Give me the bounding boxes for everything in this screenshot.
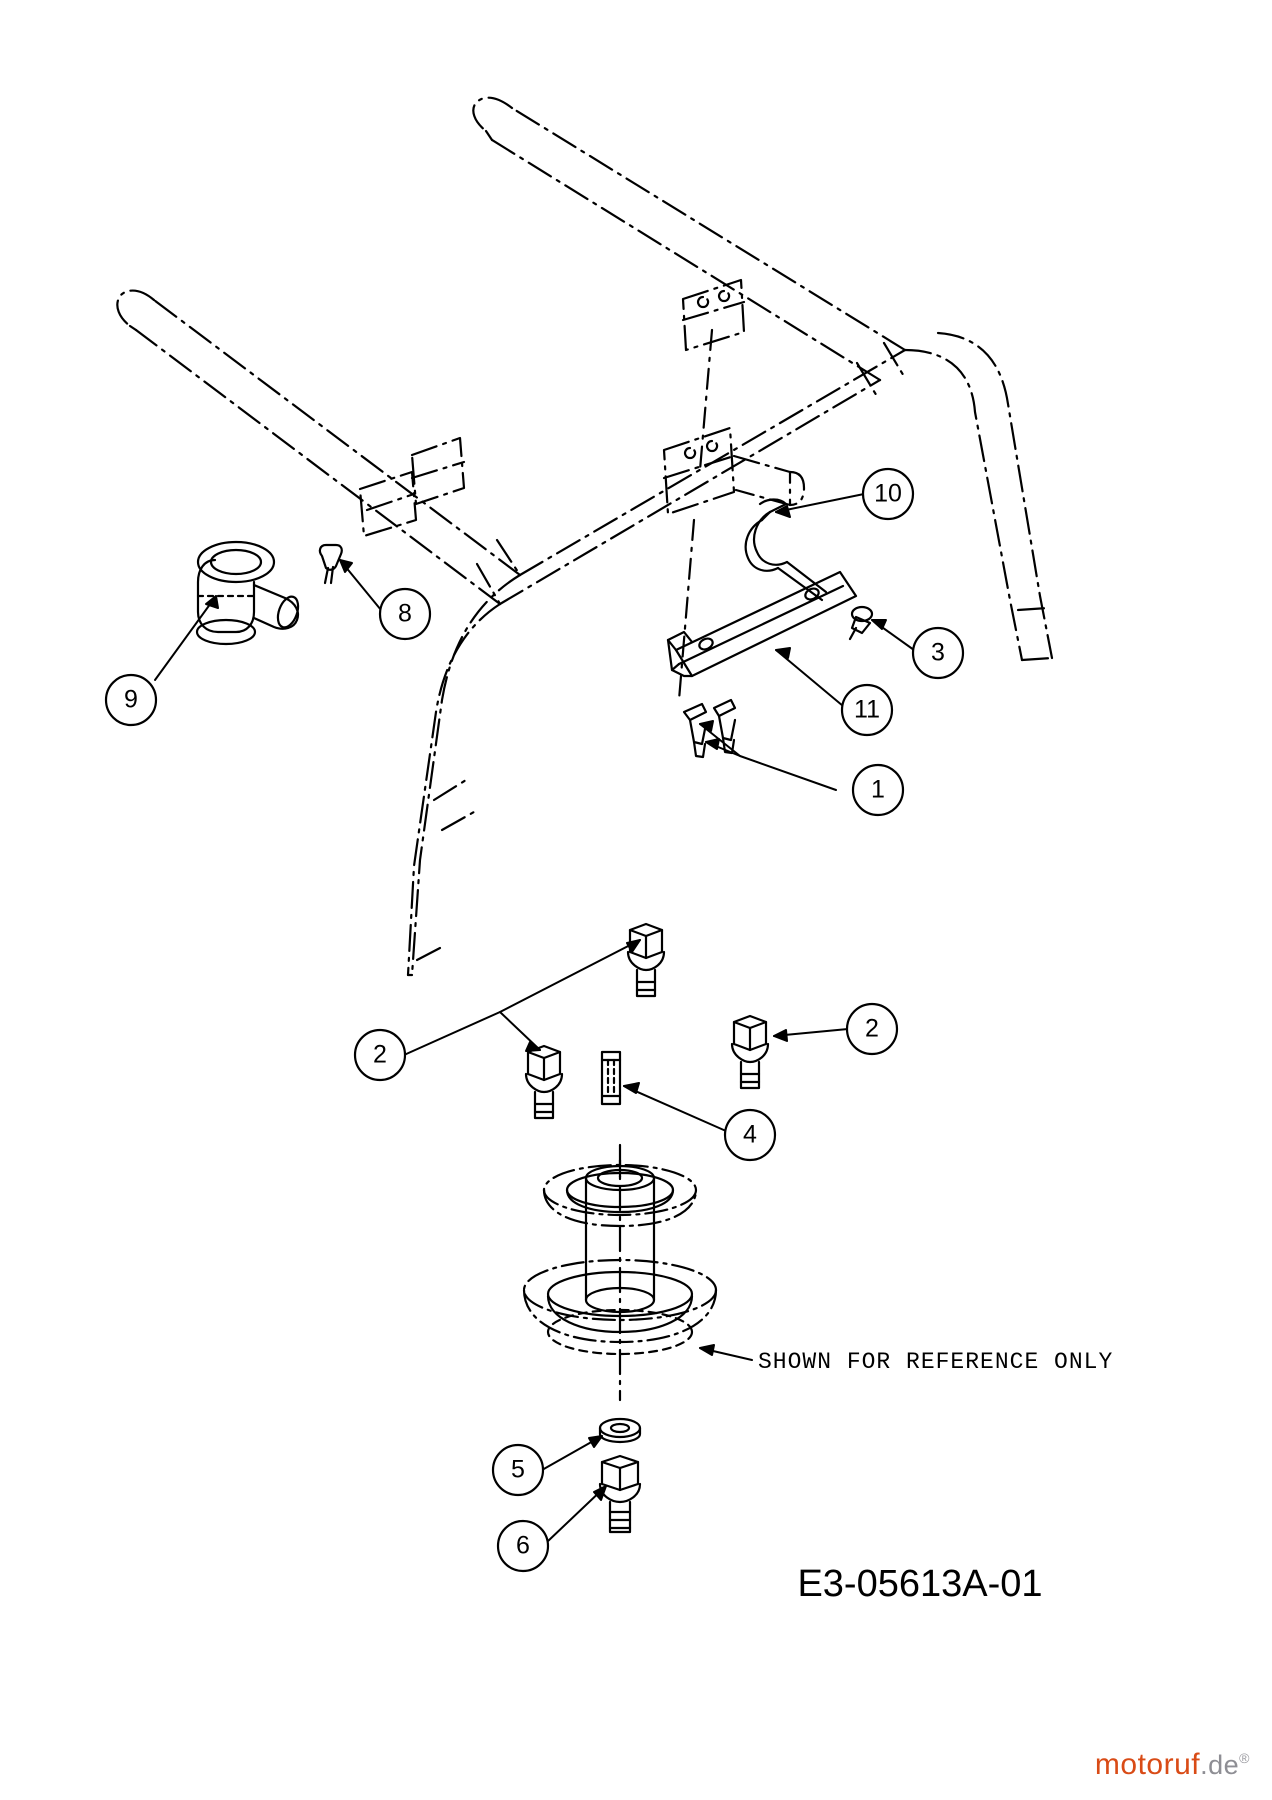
callout-2-left-label: 2 xyxy=(373,1040,387,1069)
callout-2-left xyxy=(355,1030,405,1080)
callout-2-right-label: 2 xyxy=(865,1014,879,1043)
deflector-elbow-part xyxy=(197,542,302,644)
clip-pin-part xyxy=(320,545,342,583)
callout-2-right xyxy=(847,1004,897,1054)
hex-flange-bolt-lower xyxy=(526,1046,562,1118)
watermark-motoruf xyxy=(1095,1748,1250,1782)
hex-flange-bolt-right xyxy=(732,1016,768,1088)
callout-3 xyxy=(498,1521,548,1571)
callout-11-label: 11 xyxy=(854,695,880,724)
callout-4-label: 3 xyxy=(931,638,945,667)
callout-bubbles xyxy=(106,469,963,1571)
roll-bar-frame xyxy=(117,98,1052,975)
callout-6-label: 5 xyxy=(511,1455,525,1484)
callout-9 xyxy=(106,675,156,725)
callout-9-label: 9 xyxy=(124,685,138,714)
leader-lines xyxy=(155,494,914,1542)
callout-5-label: 4 xyxy=(743,1120,757,1149)
callout-4 xyxy=(913,628,963,678)
center-bolt-part xyxy=(600,1456,640,1532)
callout-8-label: 8 xyxy=(398,599,412,628)
knob-screw-part xyxy=(850,607,872,639)
callout-3-label: 6 xyxy=(516,1531,530,1560)
callout-1 xyxy=(853,765,903,815)
watermark-trademark: ® xyxy=(1239,1750,1250,1766)
callout-5 xyxy=(725,1110,775,1160)
callout-11 xyxy=(842,685,892,735)
callout-8 xyxy=(380,589,430,639)
washer-part xyxy=(600,1419,640,1442)
watermark-brand: motoruf xyxy=(1094,1748,1201,1781)
hex-flange-bolt-upper xyxy=(628,924,664,996)
callout-10 xyxy=(863,469,913,519)
callout-10-label: 10 xyxy=(874,479,902,508)
drawing-number: E3-05613A-01 xyxy=(797,1563,1043,1605)
watermark-suffix: .de xyxy=(1200,1750,1240,1780)
bracket-bar-part xyxy=(668,572,856,676)
spacer-sleeve-part xyxy=(602,1052,620,1104)
pulley-assembly xyxy=(524,1145,716,1400)
reference-note: SHOWN FOR REFERENCE ONLY xyxy=(758,1349,1114,1375)
callout-1-label: 1 xyxy=(871,775,885,804)
callout-6 xyxy=(493,1445,543,1495)
